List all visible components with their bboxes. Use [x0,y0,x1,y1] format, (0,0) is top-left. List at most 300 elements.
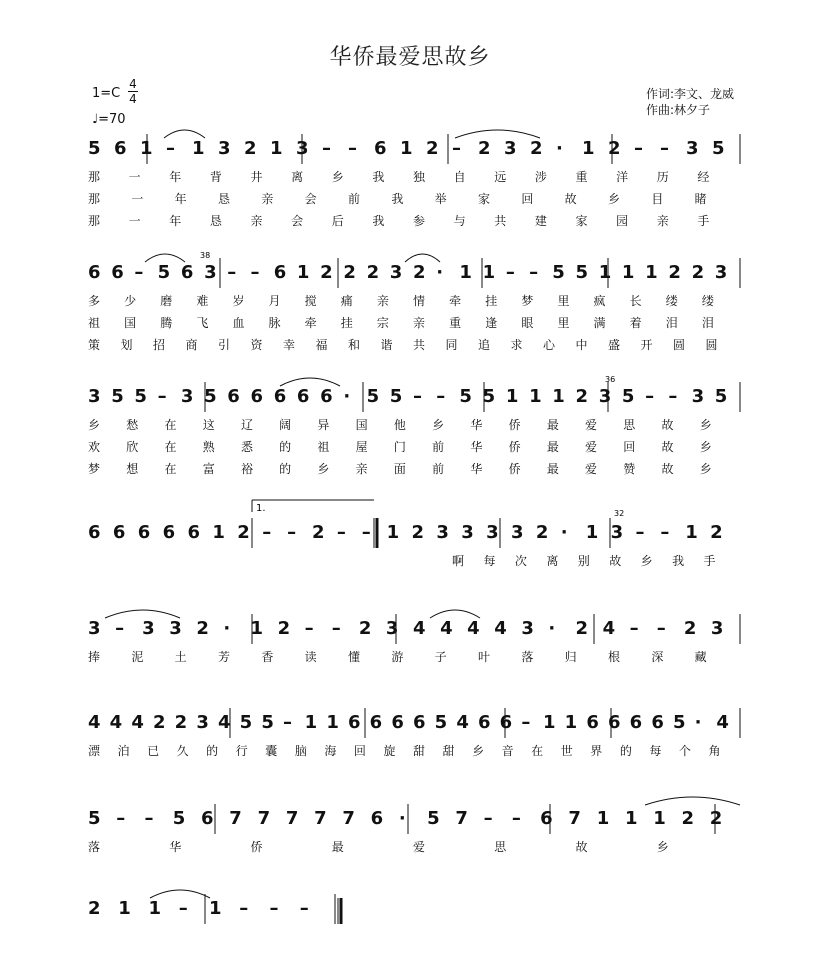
lyric-char: 亲 [261,192,274,206]
lyric-char: 经 [697,170,710,184]
lyric-char: 在 [164,418,177,432]
note: – [283,712,292,733]
lyric-char: 熟 [202,440,215,454]
lyric-char: 眼 [521,316,534,330]
lyric-char: 那 [88,214,101,228]
note: – [299,898,309,919]
note: – [660,138,669,159]
lyric-char: 招 [153,338,166,352]
lyric-char: 每 [649,744,662,758]
slur [150,890,210,898]
note: – [668,386,678,407]
lyric-char: 睹 [694,192,707,206]
note: 3 [691,386,705,407]
lyric-char: 牵 [449,294,462,308]
lyric-char: 漂 [88,744,101,758]
lyric-char: 策 [88,338,101,352]
lyric-char: 世 [560,744,573,758]
lyric-char: 旋 [383,744,396,758]
breath-mark: 36 [605,375,616,384]
note: 1 [270,138,283,159]
time-signature-top: 4 [129,77,137,91]
note: 7 [314,808,327,829]
lyric-char: 与 [453,214,466,228]
note: 1 [505,386,519,407]
lyric-char: 乡 [88,418,101,432]
note: 1 [400,138,413,159]
note: 5 [389,386,403,407]
note: 6 [391,712,404,733]
lyric-line [0,838,820,856]
note: 6 [111,262,124,283]
lyric-char: 故 [564,192,577,206]
note: 7 [285,808,299,829]
lyric-char: 华 [169,840,182,854]
lyric-char: 这 [202,418,215,432]
note: 3 [436,522,449,543]
note: 3 [610,522,624,543]
note: 6 [374,138,387,159]
lyric-char: 年 [174,192,187,206]
note: 5 [88,808,101,829]
note: 1 [209,898,222,919]
note: 3 [385,618,399,639]
lyric-char: 难 [196,294,209,308]
lyric-char: 音 [501,744,514,758]
lyric-char: 共 [413,338,426,352]
note: 5 [157,262,171,283]
lyric-char: 那 [88,192,101,206]
note: 1 [598,262,612,283]
note: 3 [142,618,155,639]
lyric-char: 亲 [250,214,263,228]
lyric-char: 甜 [413,744,426,758]
note: 2 [710,522,723,543]
lyric-char: 自 [453,170,466,184]
tempo-mark: ♩=70 [92,112,126,127]
note: 1 [212,522,225,543]
lyric-char: 长 [629,294,642,308]
note: – [134,262,144,283]
lyric-char: 囊 [265,744,278,758]
lyric-char: 参 [413,214,426,228]
lyric-char: 血 [232,316,245,330]
note: 3 [88,386,101,407]
note: – [521,712,531,733]
note: 3 [504,138,517,159]
lyric-char: 爱 [413,840,426,854]
note: 3 [218,138,231,159]
lyric-char: 乡 [317,462,330,476]
lyric-char: 辽 [240,418,253,432]
lyric-char: 最 [546,440,559,454]
lyric-char: 的 [619,744,632,758]
lyric-char: 落 [88,840,101,854]
lyric-char: 欢 [88,440,101,454]
lyric-char: 啊 [452,554,465,568]
lyric-char: 牵 [304,316,317,330]
lyric-char: 爱 [585,462,598,476]
lyric-char: 重 [449,316,462,330]
note: 5 [459,386,472,407]
breath-mark: 38 [200,251,211,260]
lyric-char: 爱 [585,440,598,454]
lyric-char: 的 [279,440,292,454]
lyric-char: 爱 [585,418,598,432]
lyric-line [0,212,820,230]
note: 5 [712,138,725,159]
lyric-char: 盛 [608,338,621,352]
note: 1 [304,712,318,733]
lyric-line [0,438,820,456]
lyric-char: 角 [708,744,721,758]
lyric-char: 个 [678,744,691,758]
note: 2 [426,138,439,159]
note: – [452,138,461,159]
note: 6 [608,712,621,733]
lyric-char: 乡 [432,418,445,432]
lyric-char: 藏 [694,650,707,664]
note: – [262,522,272,543]
note: 7 [455,808,468,829]
note: 6 [478,712,491,733]
note-row [0,712,820,738]
lyric-char: 和 [348,338,361,352]
note: 5 [621,386,635,407]
note: – [483,808,493,829]
note: 3 [511,522,524,543]
note: – [239,898,249,919]
note: 2 [575,386,589,407]
lyric-char: 的 [206,744,219,758]
lyric-char: 华 [470,418,483,432]
lyric-char: 懂 [348,650,361,664]
lyric-char: 搅 [304,294,317,308]
note: 6 [273,386,287,407]
note: 5 [204,386,217,407]
note: · [398,808,406,829]
note: 3 [461,522,474,543]
note: 5 [366,386,380,407]
lyric-char: 手 [703,554,716,568]
lyric-char: 思 [623,418,636,432]
note: 2 [320,262,333,283]
lyric-char: 离 [291,170,304,184]
lyric-char: 国 [355,418,368,432]
lyric-char: 那 [88,170,101,184]
lyric-char: 圆 [673,338,686,352]
lyric-char: 建 [534,214,547,228]
note-row [0,808,820,834]
note: 2 [358,618,372,639]
lyric-char: 着 [629,316,642,330]
note: 6 [370,808,384,829]
lyric-char: 里 [557,316,570,330]
note: 5 [427,808,440,829]
lyric-char: 在 [164,440,177,454]
lyric-char: 面 [393,462,406,476]
note: 5 [575,262,589,283]
lyric-char: 福 [315,338,328,352]
note: 3 [180,386,194,407]
lyric-char: 中 [575,338,588,352]
lyric-char: 阔 [279,418,292,432]
lyric-char: 划 [120,338,133,352]
note: 3 [296,138,309,159]
lyric-char: 归 [564,650,577,664]
lyric-char: 我 [672,554,685,568]
note: 1 [621,262,635,283]
note: 5 [239,712,253,733]
lyric-char: 逢 [485,316,498,330]
lyric-line [0,336,820,354]
lyric-char: 共 [494,214,507,228]
lyric-char: 故 [609,554,622,568]
note: 3 [486,522,499,543]
note: 2 [608,138,621,159]
lyric-char: 乡 [699,418,712,432]
lyric-char: 界 [590,744,603,758]
note: 5 [261,712,274,733]
note: 4 [494,618,507,639]
lyric-char: 侨 [508,440,521,454]
note: – [269,898,279,919]
lyric-char: 泥 [131,650,144,664]
note: – [413,386,422,407]
note: 3 [389,262,403,283]
lyric-char: 侨 [250,840,263,854]
note: 1 [529,386,542,407]
note-row [0,898,820,924]
lyric-char: 里 [557,294,570,308]
note: 1 [192,138,205,159]
lyric-char: 乡 [699,462,712,476]
note: 1 [118,898,131,919]
note: 2 [668,262,681,283]
lyric-char: 重 [575,170,588,184]
note: 1 [653,808,666,829]
lyric-char: 深 [651,650,664,664]
lyric-char: 乡 [608,192,621,206]
lyric-char: 最 [546,462,559,476]
lyric-char: 甜 [442,744,455,758]
note: 3 [714,262,728,283]
note: 6 [250,386,264,407]
lyric-line [0,552,820,570]
note: – [304,618,314,639]
note: 7 [257,808,271,829]
lyric-char: 侨 [508,418,521,432]
lyric-char: 海 [324,744,337,758]
lyric-char: 亲 [413,316,426,330]
note: 2 [153,712,166,733]
note: 2 [311,522,325,543]
note: 1 [140,138,153,159]
lyric-char: 我 [391,192,404,206]
lyric-char: 已 [147,744,160,758]
note: 2 [196,618,209,639]
note: – [250,262,260,283]
lyric-char: 历 [656,170,669,184]
note: 6 [112,522,126,543]
note: – [511,808,521,829]
note: – [144,808,154,829]
note: 4 [131,712,144,733]
page-title: 华侨最爱思故乡 [329,45,491,70]
slur [280,378,340,386]
note: – [645,386,655,407]
lyric-char: 前 [432,462,445,476]
note: · [436,262,444,283]
lyric-char: 回 [521,192,534,206]
note: 1 [552,386,565,407]
slur [145,254,185,262]
note: – [348,138,357,159]
note: – [436,386,446,407]
note: 3 [686,138,699,159]
note: 6 [187,522,201,543]
lyric-char: 祖 [317,440,330,454]
note: · [556,138,563,159]
key-signature: 1=C [92,86,121,101]
note: 6 [273,262,287,283]
lyric-char: 故 [661,440,674,454]
lyric-char: 华 [470,462,483,476]
note: 1 [250,618,264,639]
lyric-char: 乡 [331,170,344,184]
lyric-char: 年 [169,214,182,228]
note: 2 [366,262,380,283]
lyric-char: 欣 [126,440,139,454]
note: 1 [386,522,400,543]
lyric-char: 故 [661,462,674,476]
note: 4 [467,618,480,639]
lyric-char: 谐 [380,338,393,352]
note: 3 [169,618,182,639]
note: – [634,138,643,159]
note: 2 [277,618,291,639]
note: 2 [535,522,549,543]
lyric-line [0,460,820,478]
lyric-char: 别 [577,554,590,568]
lyric-char: 祖 [88,316,101,330]
lyric-char: 脉 [268,316,281,330]
lyric-char: 的 [279,462,292,476]
note: 5 [714,386,728,407]
lyric-char: 次 [514,554,527,568]
note: 3 [521,618,534,639]
lyric-char: 赞 [623,462,636,476]
lyric-char: 乡 [640,554,653,568]
lyric-char: 异 [317,418,330,432]
note: – [227,262,237,283]
lyric-char: 回 [623,440,636,454]
lyric-char: 行 [235,744,248,758]
note: 5 [482,386,496,407]
note: 4 [413,618,426,639]
note: 4 [109,712,123,733]
lyric-char: 井 [250,170,263,184]
lyric-char: 心 [543,338,556,352]
lyric-char: 同 [445,338,458,352]
lyric-char: 香 [261,650,274,664]
lyric-char: 多 [88,294,101,308]
lyric-char: 读 [304,650,317,664]
note: 5 [552,262,565,283]
note: 3 [196,712,209,733]
lyric-char: 思 [494,840,507,854]
note: 6 [413,712,426,733]
note: 6 [296,386,310,407]
composer-credit: 作曲:林夕子 [646,103,711,117]
lyric-char: 磨 [160,294,173,308]
note: 7 [229,808,242,829]
note: 1 [459,262,472,283]
note: 2 [174,712,188,733]
note: 3 [598,386,612,407]
note-row [0,138,820,164]
note: 2 [244,138,257,159]
note: – [322,138,331,159]
lyric-char: 捧 [88,650,101,664]
note: 1 [582,138,595,159]
lyricist-credit: 作词:李文、龙威 [646,87,735,101]
lyric-char: 洋 [616,170,629,184]
lyric-char: 独 [413,170,426,184]
note: 1 [564,712,578,733]
lyric-char: 土 [174,650,187,664]
lyric-char: 梦 [88,462,101,476]
lyric-char: 圆 [705,338,718,352]
lyric-char: 回 [353,744,366,758]
note: – [629,618,639,639]
note: 6 [162,522,176,543]
lyric-char: 华 [470,440,483,454]
lyric-char: 脑 [294,744,307,758]
lyric-line [0,314,820,332]
lyric-char: 商 [185,338,198,352]
note-row [0,522,820,548]
note: 2 [575,618,589,639]
note: 6 [201,808,214,829]
lyric-char: 泪 [701,316,714,330]
credits [646,86,734,118]
note: 6 [540,808,553,829]
lyric-char: 家 [575,214,588,228]
note: 2 [343,262,356,283]
lyric-char: 裕 [240,462,253,476]
note: 4 [602,618,616,639]
note: 4 [440,618,453,639]
lyric-char: 痛 [340,294,353,308]
lyric-char: 他 [393,418,406,432]
note: 4 [218,712,231,733]
note: 1 [326,712,339,733]
lyric-char: 每 [483,554,496,568]
note: 1 [596,808,610,829]
note: 2 [691,262,705,283]
lyric-char: 侨 [508,462,521,476]
lyric-char: 芳 [218,650,231,664]
lyric-char: 国 [124,316,137,330]
note: 4 [716,712,729,733]
note: 5 [88,138,101,159]
note: 3 [204,262,217,283]
note: 6 [499,712,513,733]
note-row [0,262,820,288]
note: – [505,262,515,283]
lyric-char: 一 [131,192,144,206]
